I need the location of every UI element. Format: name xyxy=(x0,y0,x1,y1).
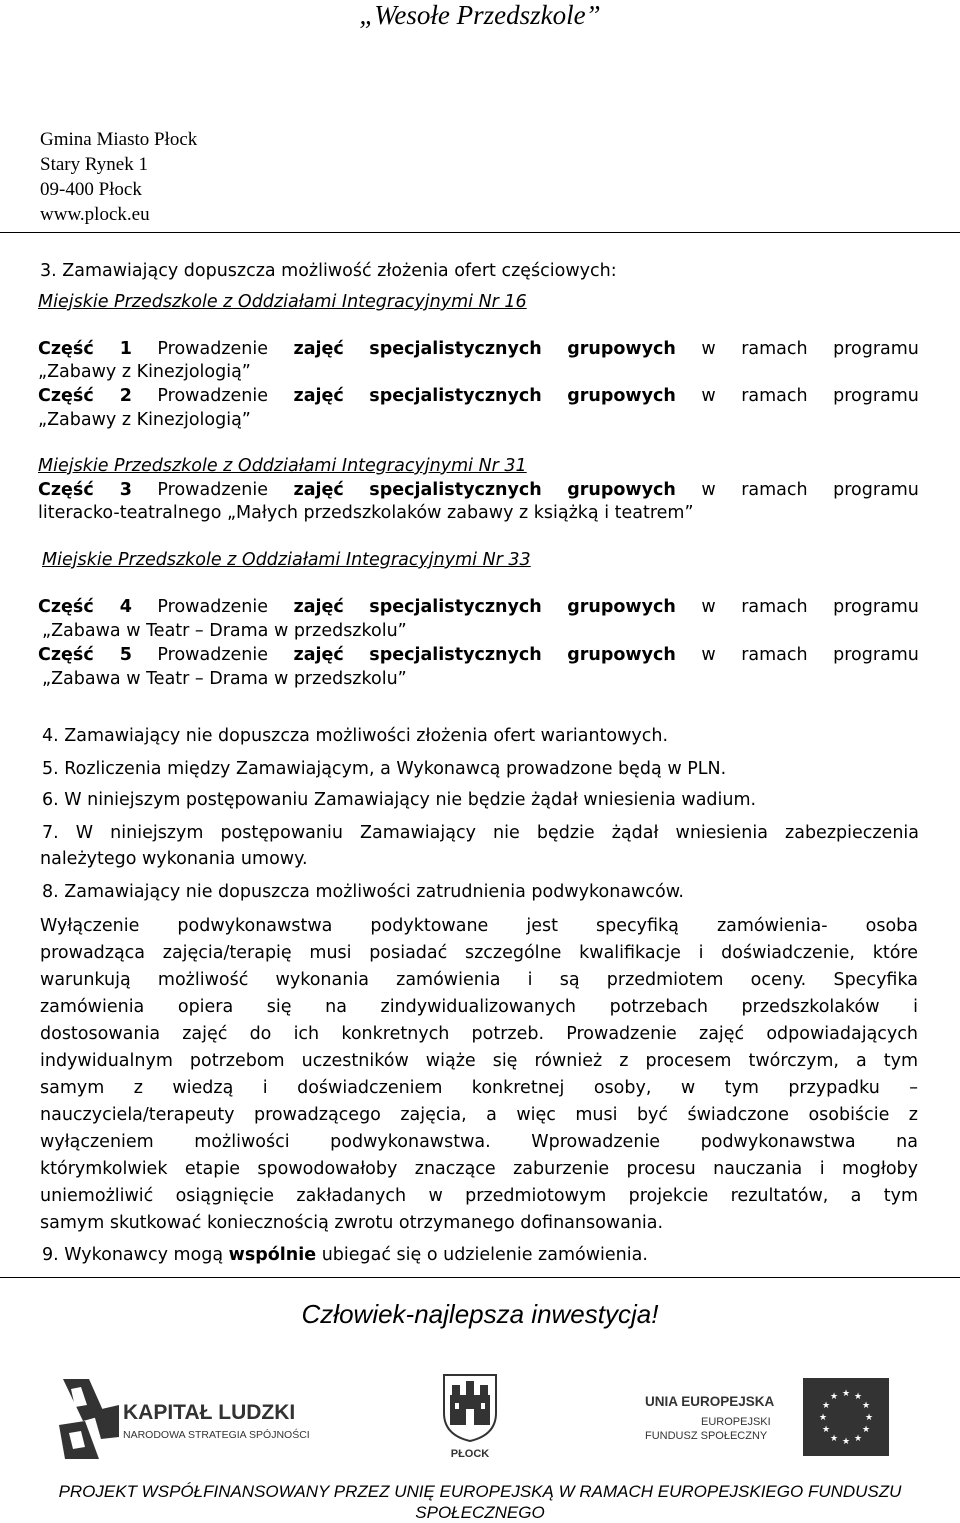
word-bold: zajęć xyxy=(293,597,344,617)
word-bold: specjalistycznych xyxy=(369,339,542,359)
eu-fund-line-1: EUROPEJSKI xyxy=(701,1416,771,1428)
word: w xyxy=(701,645,716,665)
svg-text:★: ★ xyxy=(853,1434,863,1444)
school-33-heading: Miejskie Przedszkole z Oddziałami Integracyjnymi Nr 33 xyxy=(42,550,531,570)
word: ramach xyxy=(741,339,808,359)
svg-text:★: ★ xyxy=(864,1413,874,1423)
section-3-intro: 3. Zamawiający dopuszcza możliwość złożenia ofert częściowych: xyxy=(40,261,617,281)
part-1-line xyxy=(38,339,919,359)
part-5-label: Część 5 xyxy=(38,645,132,665)
eu-title: UNIA EUROPEJSKA xyxy=(645,1394,775,1409)
word-bold: specjalistycznych xyxy=(369,645,542,665)
word: Prowadzenie xyxy=(157,339,269,359)
eu-efs-logo xyxy=(645,1378,890,1458)
point-9-text-end: ubiegać się o udzielenie zamówienia. xyxy=(316,1245,648,1265)
paragraph-line: nauczyciela/terapeuty prowadzącego zajęcia, a więc musi być świadczone osobiście z xyxy=(40,1105,918,1125)
paragraph-line: warunkują możliwość wykonania zamówienia i są przedmiotem oceny. Specyfika xyxy=(40,970,918,990)
part-2-line xyxy=(38,386,919,406)
svg-text:★: ★ xyxy=(829,1434,839,1444)
word: programu xyxy=(833,645,919,665)
point-9-text-start: 9. Wykonawcy mogą xyxy=(42,1245,229,1265)
kapital-ludzki-logo xyxy=(55,1375,315,1463)
kapital-ludzki-subtitle: NARODOWA STRATEGIA SPÓJNOŚCI xyxy=(123,1429,310,1441)
word: ramach xyxy=(741,386,808,406)
part-1-program-name: „Zabawy z Kinezjologią” xyxy=(38,362,251,382)
address-line-gmina: Gmina Miasto Płock xyxy=(40,129,198,150)
point-7-line-2: należytego wykonania umowy. xyxy=(40,849,308,869)
paragraph-line: dostosowania zajęć do ich konkretnych potrzeb. Prowadzenie zajęć odpowiadających xyxy=(40,1024,918,1044)
part-5-line xyxy=(38,645,919,665)
word: w xyxy=(701,386,716,406)
word: programu xyxy=(833,339,919,359)
point-7-line-1: 7. W niniejszym postępowaniu Zamawiający nie będzie żądał wniesienia zabezpieczenia xyxy=(42,823,919,843)
paragraph-line: którymkolwiek etapie spowodowałoby znaczące zaburzenie procesu nauczania i mogłoby xyxy=(40,1159,918,1179)
word: programu xyxy=(833,480,919,500)
paragraph-line: zamówienia opiera się na zindywidualizowanych potrzebach przedszkolaków i xyxy=(40,997,918,1017)
word-bold: grupowych xyxy=(567,597,676,617)
kapital-ludzki-title: KAPITAŁ LUDZKI xyxy=(123,1401,296,1424)
svg-text:★: ★ xyxy=(841,1437,851,1447)
paragraph-line: samym skutkować koniecznością zwrotu otrzymanego dofinansowania. xyxy=(40,1213,664,1233)
svg-text:★: ★ xyxy=(821,1401,831,1411)
part-2-program-name: „Zabawy z Kinezjologią” xyxy=(38,410,251,430)
address-line-postal: 09-400 Płock xyxy=(40,179,142,200)
svg-text:★: ★ xyxy=(861,1401,871,1411)
word-bold: zajęć xyxy=(293,339,344,359)
paragraph-line: samym z wiedzą i doświadczeniem konkretnej osoby, w tym przypadku – xyxy=(40,1078,918,1098)
part-4-line xyxy=(38,597,919,617)
motto: Człowiek-najlepsza inwestycja! xyxy=(301,1299,659,1329)
kapital-ludzki-emblem xyxy=(55,1375,125,1463)
paragraph-line: uniemożliwić osiągnięcie zakładanych w przedmiotowym projekcie rezultatów, a tym xyxy=(40,1186,918,1206)
word: Prowadzenie xyxy=(157,480,269,500)
svg-text:★: ★ xyxy=(841,1389,851,1399)
word-bold: grupowych xyxy=(567,645,676,665)
footer-line-2: SPOŁECZNEGO xyxy=(415,1503,545,1522)
part-3-program-name: literacko-teatralnego „Małych przedszkolaków zabawy z książką i teatrem” xyxy=(38,503,694,523)
part-5-program-name: „Zabawa w Teatr – Drama w przedszkolu” xyxy=(42,669,407,689)
footer-divider xyxy=(0,1277,960,1278)
word: Prowadzenie xyxy=(157,645,269,665)
word: w xyxy=(701,597,716,617)
part-4-program-name: „Zabawa w Teatr – Drama w przedszkolu” xyxy=(42,621,407,641)
svg-text:★: ★ xyxy=(853,1392,863,1402)
address-line-street: Stary Rynek 1 xyxy=(40,154,148,175)
address-line-website: www.plock.eu xyxy=(40,204,150,225)
svg-text:★: ★ xyxy=(829,1392,839,1402)
point-5: 5. Rozliczenia między Zamawiającym, a Wykonawcą prowadzone będą w PLN. xyxy=(42,759,727,779)
word-bold: zajęć xyxy=(293,480,344,500)
word: programu xyxy=(833,386,919,406)
word-bold: grupowych xyxy=(567,480,676,500)
eu-flag-icon xyxy=(803,1378,889,1456)
word: ramach xyxy=(741,645,808,665)
paragraph-line: prowadząca zajęcia/terapię musi posiadać szczególne kwalifikacje i doświadczenie, które xyxy=(40,943,918,963)
part-2-label: Część 2 xyxy=(38,386,132,406)
word-bold: zajęć xyxy=(293,645,344,665)
word-bold: zajęć xyxy=(293,386,344,406)
svg-text:★: ★ xyxy=(818,1413,828,1423)
word-bold: specjalistycznych xyxy=(369,597,542,617)
school-16-heading: Miejskie Przedszkole z Oddziałami Integracyjnymi Nr 16 xyxy=(38,292,527,312)
point-9 xyxy=(42,1245,648,1265)
word: w xyxy=(701,339,716,359)
document-header-title: „Wesołe Przedszkole” xyxy=(359,0,601,30)
point-6: 6. W niniejszym postępowaniu Zamawiający nie będzie żądał wniesienia wadium. xyxy=(42,790,757,810)
paragraph-line: indywidualnym potrzebom uczestników wiąże się również z procesem twórczym, a tym xyxy=(40,1051,918,1071)
word-bold: grupowych xyxy=(567,339,676,359)
word: Prowadzenie xyxy=(157,597,269,617)
word: Prowadzenie xyxy=(157,386,269,406)
part-3-line xyxy=(38,480,919,500)
word-bold: specjalistycznych xyxy=(369,386,542,406)
plock-label: PŁOCK xyxy=(450,1448,490,1460)
point-8: 8. Zamawiający nie dopuszcza możliwości zatrudnienia podwykonawców. xyxy=(42,882,684,902)
eu-fund-line-2: FUNDUSZ SPOŁECZNY xyxy=(645,1430,768,1442)
word: ramach xyxy=(741,597,808,617)
point-9-emphasis: wspólnie xyxy=(228,1245,317,1265)
paragraph-line: Wyłączenie podwykonawstwa podyktowane jest specyfiką zamówienia- osoba xyxy=(40,916,918,936)
svg-text:★: ★ xyxy=(821,1425,831,1435)
header-divider xyxy=(0,232,960,233)
word-bold: grupowych xyxy=(567,386,676,406)
point-4: 4. Zamawiający nie dopuszcza możliwości złożenia ofert wariantowych. xyxy=(42,726,669,746)
word: ramach xyxy=(741,480,808,500)
plock-coat-of-arms xyxy=(442,1373,498,1463)
paragraph-line: wyłączeniem możliwości podwykonawstwa. Wprowadzenie podwykonawstwa na xyxy=(40,1132,918,1152)
svg-text:★: ★ xyxy=(861,1425,871,1435)
part-1-label: Część 1 xyxy=(38,339,132,359)
word: programu xyxy=(833,597,919,617)
part-4-label: Część 4 xyxy=(38,597,132,617)
word: w xyxy=(701,480,716,500)
word-bold: specjalistycznych xyxy=(369,480,542,500)
point-8-justification xyxy=(40,913,918,1237)
school-31-heading: Miejskie Przedszkole z Oddziałami Integracyjnymi Nr 31 xyxy=(38,456,527,476)
part-3-label: Część 3 xyxy=(38,480,132,500)
footer-line-1: PROJEKT WSPÓŁFINANSOWANY PRZEZ UNIĘ EUROPEJSKĄ W RAMACH EUROPEJSKIEGO FUNDUSZU xyxy=(58,1482,902,1501)
plock-shield-icon xyxy=(442,1373,498,1443)
